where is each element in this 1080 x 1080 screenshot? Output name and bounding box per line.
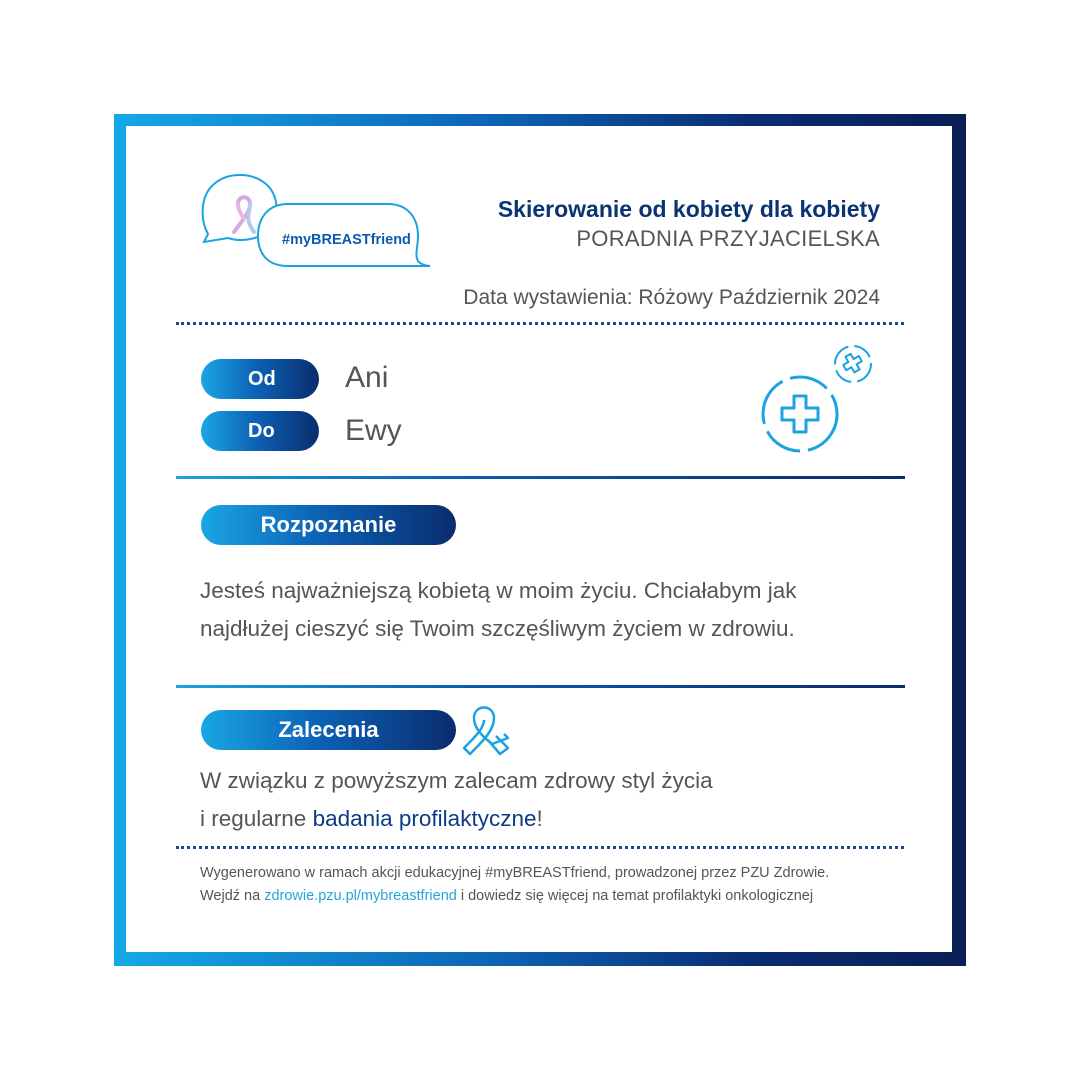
footer-line-1: Wygenerowano w ramach akcji edukacyjnej #myBREASTfriend, prowadzonej przez PZU Zdrowie. bbox=[200, 865, 830, 881]
footer-line-2: Wejdź na zdrowie.pzu.pl/mybreastfriend i dowiedz się więcej na temat profilaktyki onkologicznej bbox=[200, 888, 814, 904]
diagnosis-line-2: najdłużej cieszyć się Twoim szczęśliwym życiem w zdrowiu. bbox=[200, 616, 795, 641]
dotted-divider bbox=[176, 846, 904, 849]
recommendations-text bbox=[200, 762, 713, 838]
diagnosis-line-1: Jesteś najważniejszą kobietą w moim życiu. Chciałabym jak bbox=[200, 578, 797, 603]
from-value: Ani bbox=[345, 361, 389, 394]
dotted-divider bbox=[176, 322, 904, 325]
section-divider bbox=[176, 685, 905, 688]
issue-date: Data wystawienia: Różowy Październik 2024 bbox=[463, 286, 880, 309]
to-value: Ewy bbox=[345, 414, 402, 447]
footer-text bbox=[200, 862, 829, 908]
recommendations-pill: Zalecenia bbox=[201, 710, 456, 750]
section-divider bbox=[176, 476, 905, 479]
speech-bubble-logo bbox=[196, 170, 436, 280]
screening-link: badania profilaktyczne bbox=[312, 806, 537, 831]
awareness-ribbon-icon bbox=[460, 700, 516, 760]
medical-cross-icon bbox=[756, 340, 886, 460]
hashtag-label: #myBREASTfriend bbox=[282, 232, 411, 248]
from-pill: Od bbox=[201, 359, 319, 399]
website-link[interactable]: zdrowie.pzu.pl/mybreastfriend bbox=[264, 888, 457, 904]
to-pill: Do bbox=[201, 411, 319, 451]
recommendations-line-2: i regularne badania profilaktyczne! bbox=[200, 806, 543, 831]
recommendations-line-1: W związku z powyższym zalecam zdrowy styl życia bbox=[200, 768, 713, 793]
diagnosis-text bbox=[200, 572, 796, 648]
document-title: Skierowanie od kobiety dla kobiety bbox=[497, 196, 880, 222]
document-subtitle: PORADNIA PRZYJACIELSKA bbox=[576, 226, 880, 251]
diagnosis-pill: Rozpoznanie bbox=[201, 505, 456, 545]
